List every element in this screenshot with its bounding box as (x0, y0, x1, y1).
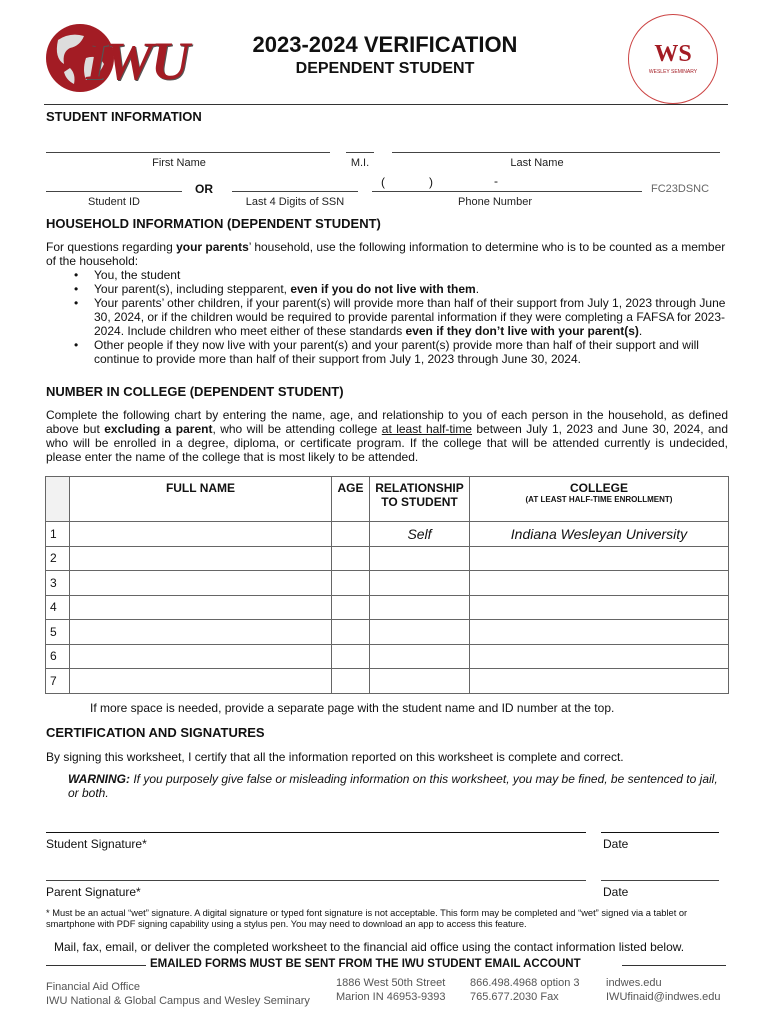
last-name-label: Last Name (510, 157, 564, 169)
student-date-label: Date (603, 837, 629, 851)
age-cell[interactable] (332, 571, 370, 596)
college-cell[interactable]: Indiana Wesleyan University (470, 522, 729, 547)
more-space-note: If more space is needed, provide a separate page with the student name and ID number at the top. (90, 701, 615, 715)
phone-close-paren: ) (429, 175, 433, 189)
college-cell[interactable] (470, 546, 729, 571)
college-heading: NUMBER IN COLLEGE (DEPENDENT STUDENT) (46, 384, 344, 399)
relationship-cell[interactable] (370, 571, 470, 596)
age-cell[interactable] (332, 595, 370, 620)
row-number: 2 (46, 546, 70, 571)
household-intro-rest: ’ household, use the following information to determine who is to be counted as a member of the household: (46, 240, 726, 268)
first-name-line[interactable] (46, 152, 330, 153)
age-cell[interactable] (332, 522, 370, 547)
college-text: Complete the following chart by entering the name, age, and relationship to you of each person in the household, as defined above but excluding a parent, who will be attending college at least half-time between July 1, 2023 and June 30, 2024, and who will be enrolled in a degree, diploma, or certificate program. If the college that will be attended currently is undecided, please enter the name of the college that is most likely to be attended. (46, 408, 728, 464)
name-cell[interactable] (70, 571, 332, 596)
household-text (46, 240, 728, 366)
phone-number: 866.498.4968 option 3 (470, 977, 580, 989)
website-link[interactable]: indwes.edu (606, 977, 662, 989)
household-intro-bold: your parents (176, 240, 249, 254)
row-number: 5 (46, 620, 70, 645)
first-name-label: First Name (152, 157, 206, 169)
row-number: 6 (46, 644, 70, 669)
household-intro: For questions regarding (46, 240, 177, 254)
office-name: Financial Aid Office (46, 981, 140, 993)
ssn-label: Last 4 Digits of SSN (245, 196, 345, 208)
bullet-others: • Other people if they now live with your parent(s) and your parent(s) provide more than half of their support and will continue to provide more than half of their support from July 1, 2023 through June 30, 2024. (94, 338, 728, 366)
name-cell[interactable] (70, 620, 332, 645)
certification-text: By signing this worksheet, I certify that all the information reported on this worksheet is complete and correct. (46, 750, 624, 764)
relationship-cell[interactable] (370, 644, 470, 669)
student-id-label: Student ID (88, 196, 140, 208)
fax-number: 765.677.2030 Fax (470, 991, 559, 1003)
student-id-line[interactable] (46, 191, 182, 192)
college-cell[interactable] (470, 644, 729, 669)
form-code: FC23DSNC (651, 183, 710, 195)
office-campus: IWU National & Global Campus and Wesley Seminary (46, 995, 310, 1007)
form-subtitle: DEPENDENT STUDENT (295, 60, 475, 77)
name-cell[interactable] (70, 522, 332, 547)
relationship-cell[interactable] (370, 595, 470, 620)
row-number: 4 (46, 595, 70, 620)
last-name-line[interactable] (392, 152, 720, 153)
phone-dash: - (494, 174, 498, 188)
logo-text: IWU (86, 31, 189, 91)
mi-line[interactable] (346, 152, 374, 153)
mail-instructions: Mail, fax, email, or deliver the completed worksheet to the financial aid office using the contact information listed below. (54, 940, 685, 954)
table-row (46, 546, 729, 571)
phone-line[interactable] (372, 191, 642, 192)
table-row (46, 571, 729, 596)
signature-footnote: * Must be an actual “wet” signature. A digital signature or typed font signature is not acceptable. This form may be completed and “wet” signed via a tablet or smartphone with PDF signing capability using a stylus pen. You may need to download an app to access this feature. (46, 908, 688, 929)
form-title: 2023-2024 VERIFICATION (252, 32, 518, 57)
warning-text: WARNING: If you purposely give false or misleading information on this worksheet, you may be fined, be sentenced to jail, or both. (68, 772, 718, 800)
college-cell[interactable] (470, 595, 729, 620)
phone-label: Phone Number (458, 196, 532, 208)
table-row (46, 669, 729, 694)
full-name-header: FULL NAME (70, 477, 332, 522)
bullet-children: • Your parents’ other children, if your parent(s) will provide more than half of their support from July 1, 2023 through June 30, 2024, or if the children would be required to provide parental information if they were completing a FAFSA for 2023-2024. Include children who meet either of these standards even if they don’t live with your parent(s). (94, 296, 728, 338)
emailed-forms-notice: EMAILED FORMS MUST BE SENT FROM THE IWU STUDENT EMAIL ACCOUNT (150, 958, 581, 970)
relationship-cell[interactable] (370, 546, 470, 571)
wesley-seminary-seal (628, 14, 718, 104)
table-row (46, 595, 729, 620)
email-link[interactable]: IWUfinaid@indwes.edu (606, 991, 721, 1003)
row-number: 1 (46, 522, 70, 547)
relationship-cell[interactable]: Self (370, 522, 470, 547)
age-header: AGE (332, 477, 370, 522)
name-cell[interactable] (70, 595, 332, 620)
relationship-cell[interactable] (370, 620, 470, 645)
table-row (46, 522, 729, 547)
parent-signature-line[interactable] (46, 880, 586, 881)
college-header: COLLEGE (AT LEAST HALF-TIME ENROLLMENT) (470, 477, 729, 522)
parent-signature-label: Parent Signature* (46, 885, 141, 899)
college-cell[interactable] (470, 669, 729, 694)
age-cell[interactable] (332, 620, 370, 645)
or-label: OR (195, 182, 213, 196)
student-date-line[interactable] (601, 832, 719, 833)
relationship-header: RELATIONSHIP TO STUDENT (370, 477, 470, 522)
iwu-logo (40, 18, 226, 96)
row-number: 7 (46, 669, 70, 694)
address-city: Marion IN 46953-9393 (336, 991, 446, 1003)
table-row (46, 620, 729, 645)
relationship-cell[interactable] (370, 669, 470, 694)
college-cell[interactable] (470, 571, 729, 596)
student-signature-label: Student Signature* (46, 837, 147, 851)
college-cell[interactable] (470, 620, 729, 645)
parent-date-line[interactable] (601, 880, 719, 881)
age-cell[interactable] (332, 669, 370, 694)
bullet-parents: • Your parent(s), including stepparent, even if you do not live with them. (94, 282, 728, 296)
phone-open-paren: ( (381, 175, 385, 189)
seal-text: WS (654, 41, 692, 67)
row-number: 3 (46, 571, 70, 596)
bullet-student: • You, the student (94, 268, 728, 282)
table-row (46, 644, 729, 669)
student-info-heading: STUDENT INFORMATION (46, 109, 202, 124)
household-heading: HOUSEHOLD INFORMATION (DEPENDENT STUDENT) (46, 216, 381, 231)
parent-date-label: Date (603, 885, 629, 899)
student-signature-line[interactable] (46, 832, 586, 833)
name-cell[interactable] (70, 669, 332, 694)
age-cell[interactable] (332, 644, 370, 669)
seal-subtext: WESLEY SEMINARY (648, 69, 698, 75)
name-cell[interactable] (70, 644, 332, 669)
ssn-line[interactable] (232, 191, 358, 192)
name-cell[interactable] (70, 546, 332, 571)
certification-heading: CERTIFICATION AND SIGNATURES (46, 725, 265, 740)
address-street: 1886 West 50th Street (336, 977, 446, 989)
num-column-header (46, 477, 70, 522)
age-cell[interactable] (332, 546, 370, 571)
mi-label: M.I. (350, 157, 370, 169)
household-college-table (45, 476, 729, 694)
